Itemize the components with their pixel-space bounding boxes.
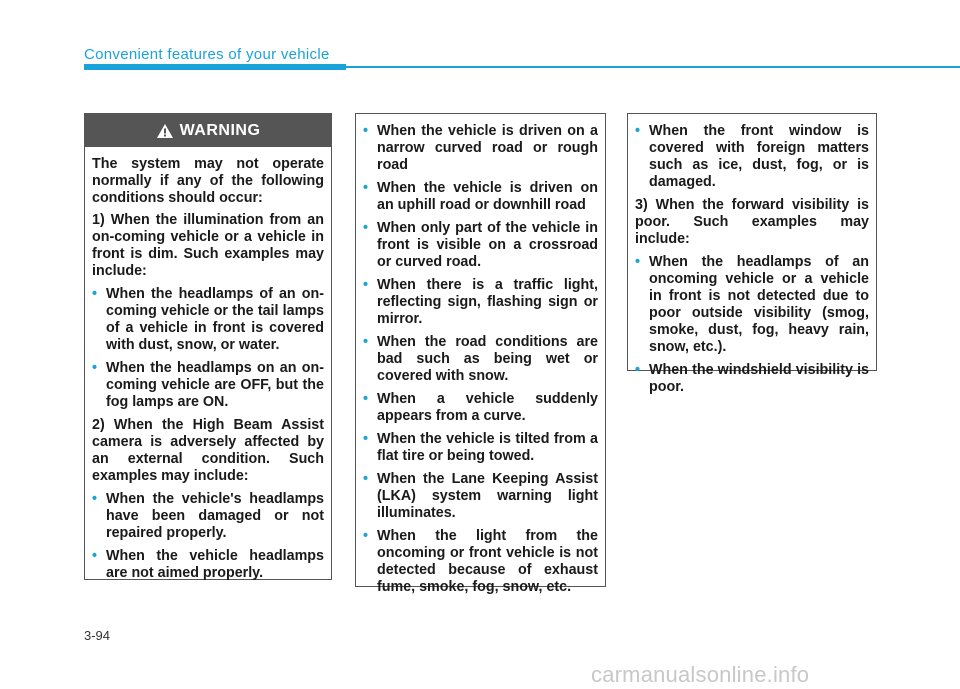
bullet-text: When the headlamps of an on-coming vehicle or the tail lamps of a vehicle in front is covered with dust, snow, or water.	[106, 286, 324, 353]
bullet-icon: •	[363, 180, 369, 196]
bullet-text: When the headlamps on an on-coming vehicle are OFF, but the fog lamps are ON.	[106, 360, 324, 410]
bullet-item	[363, 431, 598, 465]
page-number: 3-94	[84, 628, 111, 643]
warning-box	[84, 113, 332, 580]
bullet-text: When the vehicle headlamps are not aimed properly.	[106, 548, 324, 581]
bullet-text: When a vehicle suddenly appears from a curve.	[377, 391, 598, 424]
bullet-text: When the light from the oncoming or front vehicle is not detected because of exhaust fume, smoke, fog, snow, etc.	[377, 528, 598, 595]
bullet-icon: •	[635, 123, 641, 139]
bullet-icon: •	[363, 123, 369, 139]
bullet-text: When the headlamps of an oncoming vehicle or a vehicle in front is not detected due to poor outside visibility (smog, smoke, dust, fog, heavy rain, snow, etc.).	[649, 254, 869, 355]
conditions-content	[628, 114, 876, 396]
bullet-text: When the vehicle is driven on a narrow curved road or rough road	[377, 123, 598, 173]
numbered-item-text: 3) When the forward visibility is poor. Such examples may include:	[635, 197, 869, 247]
header-title: Convenient features of your vehicle	[84, 46, 330, 63]
intro-text: The system may not operate normally if any of the following conditions should occur:	[92, 156, 324, 206]
watermark: carmanualsonline.info	[591, 662, 810, 687]
bullet-text: When the vehicle's headlamps have been damaged or not repaired properly.	[106, 491, 324, 541]
bullet-item	[92, 286, 324, 354]
bullet-item	[92, 491, 324, 542]
warning-triangle-icon	[156, 123, 174, 139]
bullet-item	[363, 471, 598, 522]
bullet-icon: •	[92, 491, 98, 507]
header-accent-bar	[84, 64, 346, 70]
warning-label: WARNING	[179, 122, 261, 139]
bullet-item	[635, 362, 869, 396]
bullet-icon: •	[363, 391, 369, 407]
bullet-text: When the road conditions are bad such as being wet or covered with snow.	[377, 334, 598, 384]
bullet-text: When the vehicle is driven on an uphill road or downhill road	[377, 180, 598, 213]
bullet-item	[92, 360, 324, 411]
bullet-icon: •	[363, 334, 369, 350]
numbered-item	[92, 417, 324, 485]
bullet-icon: •	[363, 431, 369, 447]
bullet-icon: •	[92, 360, 98, 376]
bullet-text: When the Lane Keeping Assist (LKA) system warning light illuminates.	[377, 471, 598, 521]
bullet-item	[363, 220, 598, 271]
bullet-icon: •	[363, 528, 369, 544]
bullet-icon: •	[92, 548, 98, 564]
bullet-item	[363, 334, 598, 385]
warning-header	[85, 114, 331, 147]
bullet-icon: •	[363, 277, 369, 293]
bullet-icon: •	[363, 220, 369, 236]
bullet-item	[92, 548, 324, 582]
bullet-icon: •	[363, 471, 369, 487]
bullet-text: When only part of the vehicle in front is visible on a crossroad or curved road.	[377, 220, 598, 270]
bullet-text: When the vehicle is tilted from a flat tire or being towed.	[377, 431, 598, 464]
bullet-item	[635, 123, 869, 191]
bullet-item	[363, 391, 598, 425]
bullet-text: When the front window is covered with foreign matters such as ice, dust, fog, or is damaged.	[649, 123, 869, 190]
bullet-icon: •	[92, 286, 98, 302]
bullet-item	[363, 180, 598, 214]
numbered-item-text: 2) When the High Beam Assist camera is adversely affected by an external condition. Such examples may include:	[92, 417, 324, 484]
numbered-item-text: 1) When the illumination from an on-coming vehicle or a vehicle in front is dim. Such examples may include:	[92, 212, 324, 279]
conditions-box-3	[627, 113, 877, 395]
bullet-icon: •	[635, 254, 641, 270]
bullet-item	[635, 254, 869, 356]
numbered-item	[635, 197, 869, 248]
bullet-item	[363, 277, 598, 328]
bullet-text: When the windshield visibility is poor.	[649, 362, 869, 395]
bullet-item	[363, 528, 598, 596]
bullet-icon: •	[635, 362, 641, 378]
bullet-text: When there is a traffic light, reflecting sign, flashing sign or mirror.	[377, 277, 598, 327]
warning-content	[85, 147, 331, 582]
numbered-item	[92, 212, 324, 280]
conditions-content	[356, 114, 605, 596]
conditions-box-2	[355, 113, 606, 595]
bullet-item	[363, 123, 598, 174]
